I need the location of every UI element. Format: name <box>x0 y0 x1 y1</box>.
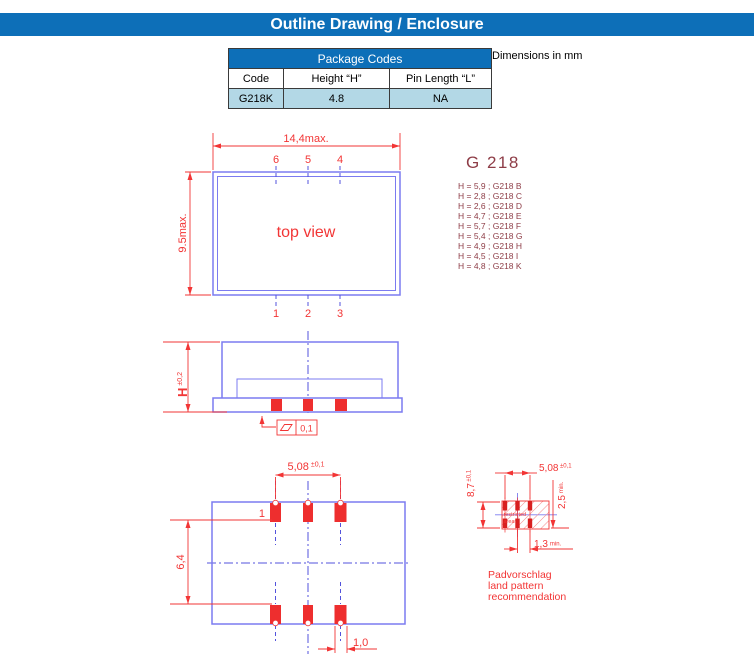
bottom-view-row-dim-label: 6,4 <box>175 554 187 570</box>
restricted-area-label-line2: area <box>503 519 515 525</box>
pin-number-1: 1 <box>272 308 280 320</box>
land-pattern-pitch-dim-label: 5,08 $^{\pm 0,1}$ <box>539 463 572 474</box>
side-view-height-dim-label: $H^{\pm 0,2}$ <box>175 372 190 397</box>
land-pattern-caption-line: recommendation <box>488 591 567 603</box>
bottom-view-pitch-dim-label: 5,08 $^{\pm 0,1}$ <box>287 461 325 473</box>
variant-item: H = 5,4 ; G218 G <box>458 231 523 241</box>
flatness-callout <box>262 416 317 435</box>
land-pattern-caption <box>488 569 566 603</box>
restricted-area-label-line1: restricted <box>503 512 527 518</box>
table-title-row <box>229 49 492 69</box>
side-view-lid <box>237 379 382 398</box>
top-view-drawing <box>177 133 400 320</box>
top-view-label: top view <box>276 224 336 241</box>
pin-number-5: 5 <box>304 154 312 166</box>
package-codes-table <box>228 48 492 109</box>
pin-number-2: 2 <box>304 308 312 320</box>
dimensions-note: Dimensions in mm <box>492 50 583 62</box>
variant-list-title: G 218 <box>466 153 520 172</box>
bottom-view-pad-width-dim-label: 1,0 <box>353 637 369 649</box>
pin-number-3: 3 <box>336 308 344 320</box>
variant-item: H = 2,6 ; G218 D <box>458 201 523 211</box>
side-view-drawing <box>163 331 402 435</box>
column-header-height: Height “H” <box>284 69 390 89</box>
variant-item: H = 4,9 ; G218 H <box>458 241 523 251</box>
cell-code: G218K <box>229 89 284 109</box>
cell-height: 4.8 <box>284 89 390 109</box>
pin-number-6: 6 <box>272 154 280 166</box>
package-codes-header: Package Codes <box>229 49 492 69</box>
variant-item: H = 5,7 ; G218 F <box>458 221 522 231</box>
land-pattern-caption-line: land pattern <box>488 580 544 592</box>
flatness-value: 0,1 <box>300 423 313 434</box>
section-title-bar <box>0 13 754 36</box>
land-pattern-pad-length-dim-label: 2,5min. <box>557 481 568 509</box>
land-pattern-height-dim-label: $8,7^{\pm 0,1}$ <box>466 469 477 497</box>
bottom-view-pin1-label: 1 <box>258 508 265 520</box>
bottom-view-drawing <box>170 461 411 654</box>
page-title: Outline Drawing / Enclosure <box>270 15 484 33</box>
column-header-pin-length: Pin Length “L” <box>390 69 492 89</box>
variant-item: H = 5,9 ; G218 B <box>458 181 522 191</box>
column-header-code: Code <box>229 69 284 89</box>
land-pattern-caption-line: Padvorschlag <box>488 569 552 581</box>
top-view-width-dim-label: 14,4max. <box>283 133 329 145</box>
variant-list <box>458 153 523 271</box>
variant-item: H = 4,7 ; G218 E <box>458 211 522 221</box>
variant-item: H = 4,8 ; G218 K <box>458 261 522 271</box>
land-pattern-drawing <box>466 463 573 603</box>
pin-number-4: 4 <box>336 154 344 166</box>
land-pattern-pitch-dimension <box>495 473 537 499</box>
top-view-height-dim-label: 9.5max. <box>177 213 189 253</box>
side-view-body <box>222 342 398 398</box>
land-pattern-pad-width-dim-label: 1,3 min. <box>534 539 562 550</box>
table-header-row <box>229 69 492 89</box>
variant-item: H = 2,8 ; G218 C <box>458 191 523 201</box>
variant-item: H = 4,5 ; G218 I <box>458 251 519 261</box>
table-row <box>229 89 492 109</box>
cell-pin-length: NA <box>390 89 492 109</box>
